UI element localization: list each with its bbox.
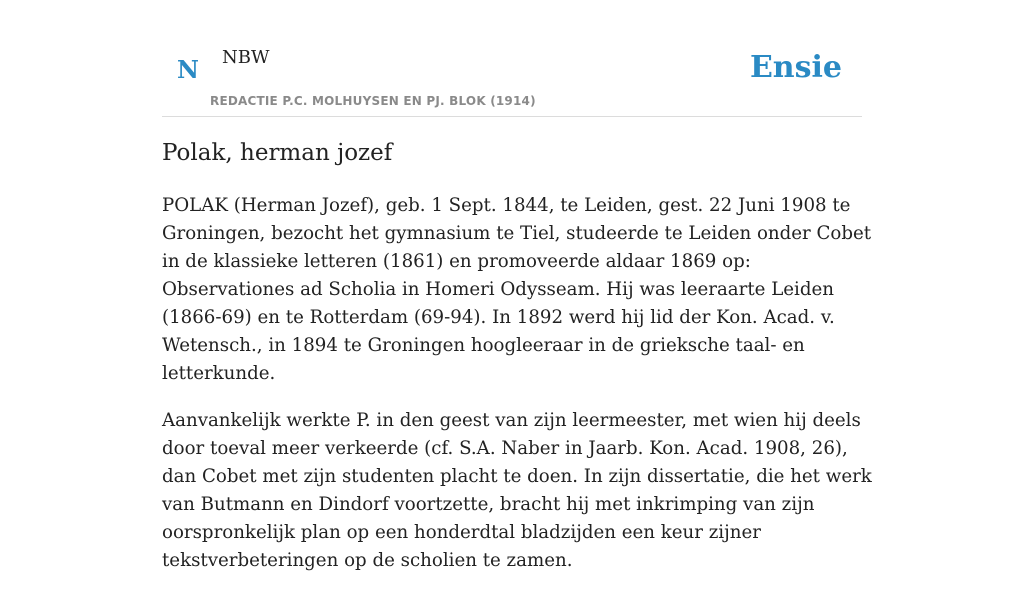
article-paragraph: POLAK (Herman Jozef), geb. 1 Sept. 1844, te Leiden, gest. 22 Juni 1908 te Groningen, bezocht het gymnasium te Tiel, studeerde te Leiden onder Cobet in de klassieke letteren (1861) en promoveerde aldaar 1869 op: Observationes ad Scholia in Homeri Odysseam. Hij was leeraarte Leiden (1866-69) en te Rotterdam (69-94). In 1892 werd hij lid der Kon. Acad. v. Wetensch., in 1894 te Groningen hoogleeraar in de grieksche taal- en letterkunde. xyxy=(162,195,872,384)
brand-logo[interactable]: Ensie xyxy=(749,50,842,85)
source-header xyxy=(162,0,862,117)
source-logo[interactable]: N xyxy=(177,55,199,84)
source-name[interactable]: NBW xyxy=(222,47,270,68)
article-paragraph: Aanvankelijk werkte P. in den geest van zijn leermeester, met wien hij deels door toeval meer verkeerde (cf. S.A. Naber in Jaarb. Kon. Acad. 1908, 26), dan Cobet met zijn studenten placht te doen. In zijn dissertatie, die het werk van Butmann en Dindorf voortzette, bracht hij met inkrimping van zijn oorspronkelijk plan op een honderdtal bladzijden een keur zijner tekstverbeteringen op de scholien te zamen. xyxy=(162,410,872,571)
page-title: Polak, herman jozef xyxy=(162,140,393,166)
source-subtitle: REDACTIE P.C. MOLHUYSEN EN PJ. BLOK (1914) xyxy=(210,94,536,108)
article-body xyxy=(162,192,872,594)
